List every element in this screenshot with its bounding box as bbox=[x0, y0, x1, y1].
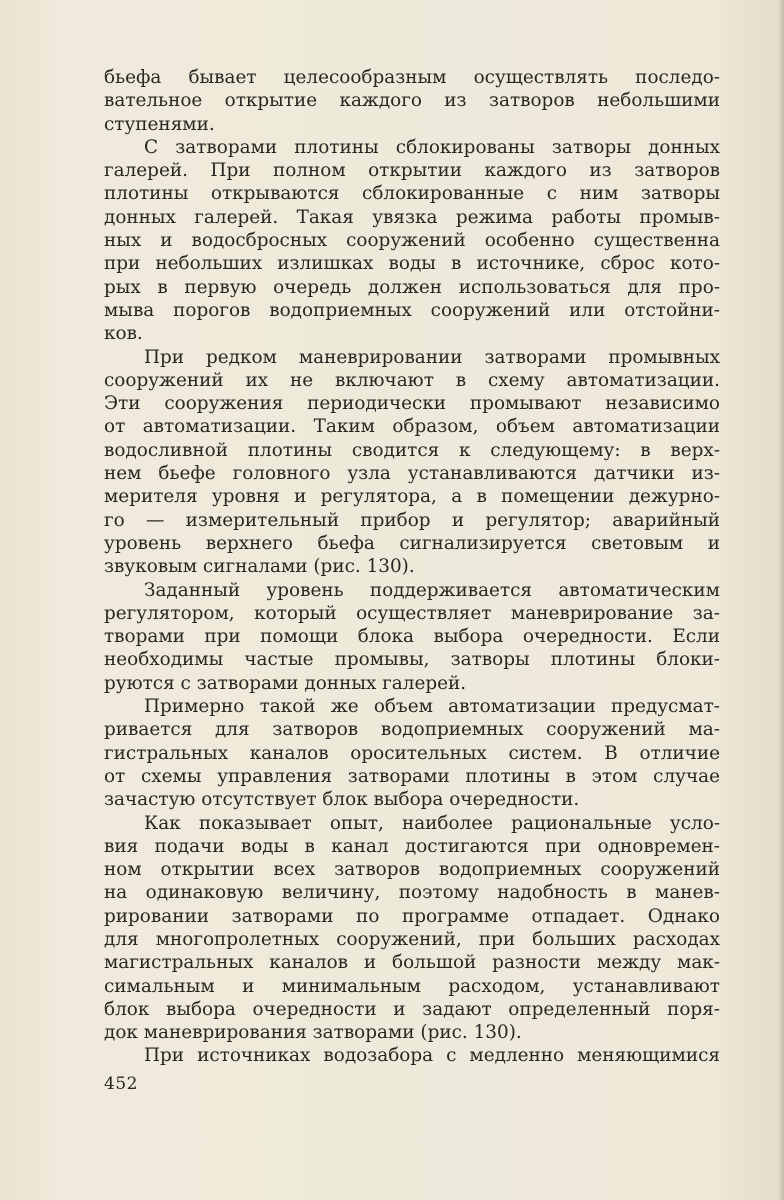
body-text bbox=[104, 66, 720, 1068]
text-line: зачастую отсутствует блок выбора очередности. bbox=[104, 789, 580, 811]
text-line: мыва порогов водоприемных сооружений или отстойни- bbox=[104, 299, 720, 321]
text-line: При источниках водозабора с медленно меняющимися bbox=[144, 1045, 720, 1067]
page-number: 452 bbox=[104, 1074, 138, 1094]
text-line: ков. bbox=[104, 323, 143, 345]
text-line: С затворами плотины сблокированы затворы донных bbox=[144, 136, 720, 158]
paragraph-5 bbox=[104, 695, 720, 811]
text-line: для многопролетных сооружений, при больших расходах bbox=[104, 928, 720, 950]
text-line: Примерно такой же объем автоматизации предусмат- bbox=[144, 696, 720, 718]
text-line: сооружений их не включают в схему автоматизации. bbox=[104, 369, 720, 391]
text-line: ном открытии всех затворов водоприемных сооружений bbox=[104, 859, 720, 881]
paragraph-4 bbox=[104, 579, 720, 695]
text-line: блок выбора очередности и задают определенный поря- bbox=[104, 998, 720, 1020]
text-line: при небольших излишках воды в источнике, сброс кото- bbox=[104, 253, 720, 275]
text-line: го — измерительный прибор и регулятор; аварийный bbox=[104, 509, 720, 531]
text-line: При редком маневрировании затворами промывных bbox=[144, 346, 720, 368]
text-line: магистральных каналов и большой разности между мак- bbox=[104, 952, 720, 974]
text-line: вательное открытие каждого из затворов небольшими bbox=[104, 90, 720, 112]
paragraph-1 bbox=[104, 66, 720, 136]
text-line: руются с затворами донных галерей. bbox=[104, 672, 467, 694]
text-line: творами при помощи блока выбора очередности. Если bbox=[104, 626, 720, 648]
text-line: необходимы частые промывы, затворы плотины блоки- bbox=[104, 649, 720, 671]
text-line: донных галерей. Такая увязка режима работы промыв- bbox=[104, 206, 720, 228]
paragraph-3 bbox=[104, 346, 720, 579]
text-line: рых в первую очередь должен использоваться для про- bbox=[104, 276, 720, 298]
text-line: Заданный уровень поддерживается автоматическим bbox=[144, 579, 720, 601]
text-line: от автоматизации. Таким образом, объем автоматизации bbox=[104, 416, 720, 438]
text-line: вия подачи воды в канал достигаются при одновремен- bbox=[104, 835, 720, 857]
text-line: плотины открываются сблокированные с ним затворы bbox=[104, 183, 720, 205]
text-line: нем бьефе головного узла устанавливаются датчики из- bbox=[104, 463, 720, 485]
text-line: ступенями. bbox=[104, 113, 215, 135]
page-edge-shadow bbox=[778, 0, 784, 1200]
text-line: регулятором, который осуществляет маневрирование за- bbox=[104, 602, 720, 624]
text-line: ривается для затворов водоприемных сооружений ма- bbox=[104, 719, 720, 741]
text-line: рировании затворами по программе отпадает. Однако bbox=[104, 905, 720, 927]
text-line: Эти сооружения периодически промывают независимо bbox=[104, 393, 720, 415]
text-line: симальным и минимальным расходом, устанавливают bbox=[104, 975, 720, 997]
text-line: бьефа бывает целесообразным осуществлять последо- bbox=[104, 67, 720, 88]
text-line: от схемы управления затворами плотины в этом случае bbox=[104, 765, 720, 787]
paragraph-2 bbox=[104, 136, 720, 346]
text-line: водосливной плотины сводится к следующему: в верх- bbox=[104, 439, 720, 461]
text-line: галерей. При полном открытии каждого из затворов bbox=[104, 160, 720, 182]
text-line: гистральных каналов оросительных систем. В отличие bbox=[104, 742, 720, 764]
text-line: док маневрирования затворами (рис. 130). bbox=[104, 1022, 522, 1044]
text-line: на одинаковую величину, поэтому надобность в манев- bbox=[104, 882, 720, 904]
text-line: Как показывает опыт, наиболее рациональные усло- bbox=[144, 812, 720, 834]
text-line: уровень верхнего бьефа сигнализируется световым и bbox=[104, 532, 720, 554]
text-line: звуковым сигналами (рис. 130). bbox=[104, 556, 415, 578]
paragraph-7 bbox=[104, 1044, 720, 1067]
text-line: ных и водосбросных сооружений особенно существенна bbox=[104, 230, 720, 252]
paragraph-6 bbox=[104, 812, 720, 1045]
text-line: мерителя уровня и регулятора, а в помещении дежурно- bbox=[104, 486, 720, 508]
